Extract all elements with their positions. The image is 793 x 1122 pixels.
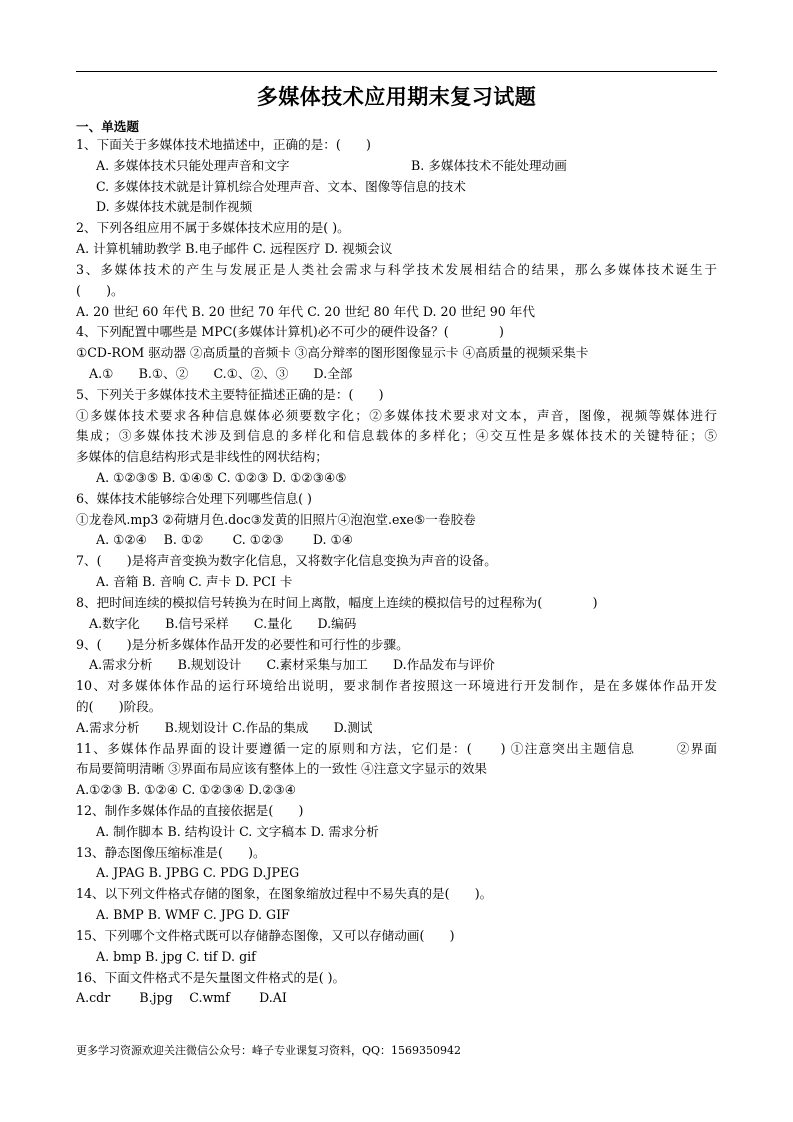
question-8-options: A.数字化 B.信号采样 C.量化 D.编码 [89, 615, 357, 631]
footer-note: 更多学习资源欢迎关注微信公众号：峰子专业课复习资料，QQ：1569350942 [76, 1044, 462, 1057]
question-10-stem-cont: 的( )阶段。 [76, 698, 162, 714]
question-4-options: A.① B.①、② C.①、②、③ D.全部 [89, 365, 353, 381]
question-4-items: ①CD-ROM 驱动器 ②高质量的音频卡 ③高分辩率的图形图像显示卡 ④高质量的视频采集卡 [76, 345, 589, 361]
question-9-stem: 9、( )是分析多媒体作品开发的必要性和可行性的步骤。 [76, 636, 409, 652]
question-11-options: A.①②③ B. ①②④ C. ①②③④ D.②③④ [76, 782, 296, 798]
question-3-stem-cont: ( )。 [76, 282, 124, 298]
question-2-stem: 2、下列各组应用不属于多媒体技术应用的是( )。 [76, 220, 350, 236]
question-1-options-ab [76, 156, 717, 177]
question-11-stem-cont: 布局要简明清晰 ③界面布局应该有整体上的一致性 ④注意文字显示的效果 [76, 761, 488, 777]
question-5-options: A. ①②③⑤ B. ①④⑤ C. ①②③ D. ①②③④⑤ [96, 470, 347, 485]
question-13-stem: 13、静态图像压缩标准是( )。 [76, 844, 266, 860]
page-title: 多媒体技术应用期末复习试题 [256, 85, 537, 109]
question-6-stem: 6、媒体技术能够综合处理下列哪些信息( ) [76, 490, 312, 506]
question-1-option-a: A. 多媒体技术只能处理声音和文字 [96, 157, 290, 173]
section-heading: 一、单选题 [76, 119, 139, 134]
question-14-stem: 14、以下列文件格式存储的图象，在图象缩放过程中不易失真的是( )。 [76, 886, 493, 902]
question-13-options: A. JPAG B. JPBG C. PDG D.JPEG [96, 865, 300, 881]
question-10-stem: 10、对多媒体体作品的运行环境给出说明，要求制作者按照这一环境进行开发制作，是在多媒体作品开发 [76, 678, 717, 694]
question-5-items-end: 多媒体的信息结构形式是非线性的网状结构； [76, 449, 328, 465]
question-10-options: A.需求分析 B.规划设计 C.作品的集成 D.测试 [76, 719, 373, 735]
question-1-stem: 1、下面关于多媒体技术地描述中，正确的是：( ) [76, 137, 371, 152]
question-1-option-c: C. 多媒体技术就是计算机综合处理声音、文本、图像等信息的技术 [96, 178, 466, 194]
question-5-items: ①多媒体技术要求各种信息媒体必须要数字化；②多媒体技术要求对文本，声音，图像，视频等媒体进行 [76, 407, 717, 423]
question-8-stem: 8、把时间连续的模拟信号转换为在时间上离散，幅度上连续的模拟信号的过程称为( ) [76, 594, 598, 610]
question-7-options: A. 音箱 B. 音响 C. 声卡 D. PCI 卡 [96, 574, 293, 590]
question-3-stem: 3、多媒体技术的产生与发展正是人类社会需求与科学技术发展相结合的结果，那么多媒体技术诞生于 [76, 261, 717, 277]
question-list [76, 135, 717, 1009]
question-12-options: A. 制作脚本 B. 结构设计 C. 文字稿本 D. 需求分析 [96, 823, 379, 839]
question-16-options: A.cdr B.jpg C.wmf D.AI [76, 990, 287, 1006]
question-1-option-b: B. 多媒体技术不能处理动画 [411, 157, 567, 173]
question-16-stem: 16、下面文件格式不是矢量图文件格式的是( )。 [76, 969, 346, 985]
question-9-options: A.需求分析 B.规划设计 C.素材采集与加工 D.作品发布与评价 [89, 657, 495, 673]
question-2-options: A. 计算机辅助教学 B.电子邮件 C. 远程医疗 D. 视频会议 [76, 241, 393, 257]
question-15-stem: 15、下列哪个文件格式既可以存储静态图像，又可以存储动画( ) [76, 927, 455, 943]
question-5-items-cont: 集成；③多媒体技术涉及到信息的多样化和信息载体的多样化；④交互性是多媒体技术的关键特征；⑤ [76, 428, 717, 444]
question-4-stem: 4、下列配置中哪些是 MPC(多媒体计算机)必不可少的硬件设备？( ) [76, 324, 504, 340]
question-14-options: A. BMP B. WMF C. JPG D. GIF [96, 907, 290, 923]
question-6-items: ①龙卷风.mp3 ②荷塘月色.doc③发黄的旧照片④泡泡堂.exe⑤一卷胶卷 [76, 511, 476, 527]
question-6-options: A. ①②④ B. ①② C. ①②③ D. ①④ [96, 532, 354, 548]
question-7-stem: 7、( )是将声音变换为数字化信息，又将数字化信息变换为声音的设备。 [76, 553, 497, 569]
question-11-stem: 11、多媒体作品界面的设计要遵循一定的原则和方法，它们是：( ) ①注意突出主题信息 ②界面 [76, 740, 717, 756]
question-5-stem: 5、下列关于多媒体技术主要特征描述正确的是：( ) [76, 386, 384, 402]
question-15-options: A. bmp B. jpg C. tif D. gif [96, 948, 256, 964]
header-rule [76, 71, 717, 72]
question-12-stem: 12、制作多媒体作品的直接依据是( ) [76, 803, 304, 818]
question-1-option-d: D. 多媒体技术就是制作视频 [96, 199, 253, 215]
question-3-options: A. 20 世纪 60 年代 B. 20 世纪 70 年代 C. 20 世纪 80 年代 D. 20 世纪 90 年代 [76, 303, 535, 319]
